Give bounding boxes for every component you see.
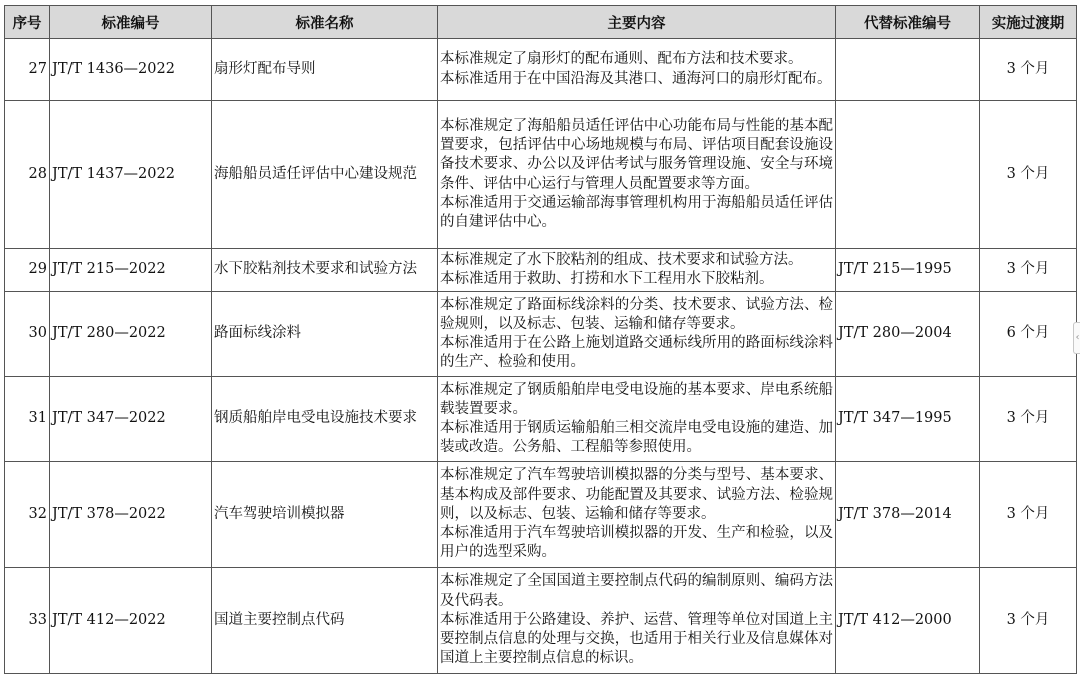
standard-code: JT/T 1437—2022 bbox=[50, 101, 212, 249]
row-number: 30 bbox=[5, 292, 50, 377]
row-number: 29 bbox=[5, 249, 50, 292]
standard-name: 海船船员适任评估中心建设规范 bbox=[212, 101, 438, 249]
row-number: 28 bbox=[5, 101, 50, 249]
table-row bbox=[5, 39, 1077, 101]
header-name: 标准名称 bbox=[212, 6, 438, 39]
content-paragraph: 本标准规定了水下胶粘剂的组成、技术要求和试验方法。 bbox=[440, 251, 803, 268]
standard-code: JT/T 347—2022 bbox=[50, 377, 212, 462]
standard-name: 路面标线涂料 bbox=[212, 292, 438, 377]
content-paragraph: 本标准适用于救助、打捞和水下工程用水下胶粘剂。 bbox=[440, 271, 774, 287]
table-row bbox=[5, 249, 1077, 292]
standard-code: JT/T 378—2022 bbox=[50, 462, 212, 568]
table-row bbox=[5, 377, 1077, 462]
standard-code: JT/T 215—2022 bbox=[50, 249, 212, 292]
header-no: 序号 bbox=[5, 6, 50, 39]
main-content bbox=[438, 249, 836, 292]
header-replaced: 代替标准编号 bbox=[836, 6, 980, 39]
table-row bbox=[5, 462, 1077, 568]
content-paragraph: 本标准适用于在公路上施划道路交通标线所用的路面标线涂料的生产、检验和使用。 bbox=[440, 335, 833, 371]
content-paragraph: 本标准规定了汽车驾驶培训模拟器的分类与型号、基本要求、基本构成及部件要求、功能配置及其要求、试验方法、检验规则，以及标志、包装、运输和储存等要求。 bbox=[440, 467, 833, 522]
table-row bbox=[5, 292, 1077, 377]
transition-period: 3 个月 bbox=[980, 377, 1077, 462]
main-content bbox=[438, 101, 836, 249]
replaced-standard-code bbox=[836, 101, 980, 249]
replaced-standard-code: JT/T 347—1995 bbox=[836, 377, 980, 462]
content-paragraph: 本标准规定了扇形灯的配布通则、配布方法和技术要求。 bbox=[440, 51, 803, 68]
header-code: 标准编号 bbox=[50, 6, 212, 39]
table-row bbox=[5, 101, 1077, 249]
replaced-standard-code: JT/T 378—2014 bbox=[836, 462, 980, 568]
transition-period: 6 个月 bbox=[980, 292, 1077, 377]
standard-name: 国道主要控制点代码 bbox=[212, 568, 438, 674]
main-content bbox=[438, 292, 836, 377]
content-paragraph: 本标准适用于汽车驾驶培训模拟器的开发、生产和检验，以及用户的选型采购。 bbox=[440, 525, 833, 561]
transition-period: 3 个月 bbox=[980, 39, 1077, 101]
content-paragraph: 本标准适用于在中国沿海及其港口、通海河口的扇形灯配布。 bbox=[440, 70, 832, 87]
replaced-standard-code: JT/T 412—2000 bbox=[836, 568, 980, 674]
main-content bbox=[438, 568, 836, 674]
main-content bbox=[438, 377, 836, 462]
transition-period: 3 个月 bbox=[980, 249, 1077, 292]
standard-code: JT/T 412—2022 bbox=[50, 568, 212, 674]
content-paragraph: 本标准规定了路面标线涂料的分类、技术要求、试验方法、检验规则，以及标志、包装、运输和储存等要求。 bbox=[440, 296, 833, 332]
header-row bbox=[5, 6, 1077, 39]
main-content bbox=[438, 39, 836, 101]
transition-period: 3 个月 bbox=[980, 568, 1077, 674]
content-paragraph: 本标准适用于钢质运输船舶三相交流岸电受电设施的建造、加装或改造。公务船、工程船等参照使用。 bbox=[440, 420, 833, 456]
standards-table bbox=[4, 5, 1077, 674]
content-paragraph: 本标准适用于公路建设、养护、运营、管理等单位对国道上主要控制点信息的处理与交换，也适用于相关行业及信息媒体对国道上主要控制点信息的标识。 bbox=[440, 611, 833, 667]
content-paragraph: 本标准规定了全国国道主要控制点代码的编制原则、编码方法及代码表。 bbox=[440, 573, 833, 609]
content-paragraph: 本标准适用于交通运输部海事管理机构用于海船船员适任评估的自建评估中心。 bbox=[440, 194, 833, 230]
content-paragraph: 本标准规定了海船船员适任评估中心功能布局与性能的基本配置要求，包括评估中心场地规模与布局、评估项目配套设施设备技术要求、办公以及评估考试与服务管理设施、安全与环境条件、评估中心运行与管理人员配置要求等方面。 bbox=[440, 117, 833, 192]
standard-name: 汽车驾驶培训模拟器 bbox=[212, 462, 438, 568]
replaced-standard-code: JT/T 280—2004 bbox=[836, 292, 980, 377]
replaced-standard-code: JT/T 215—1995 bbox=[836, 249, 980, 292]
main-content bbox=[438, 462, 836, 568]
row-number: 27 bbox=[5, 39, 50, 101]
header-content: 主要内容 bbox=[438, 6, 836, 39]
standard-name: 钢质船舶岸电受电设施技术要求 bbox=[212, 377, 438, 462]
header-transition: 实施过渡期 bbox=[980, 6, 1077, 39]
standard-code: JT/T 280—2022 bbox=[50, 292, 212, 377]
replaced-standard-code bbox=[836, 39, 980, 101]
transition-period: 3 个月 bbox=[980, 462, 1077, 568]
table-row bbox=[5, 568, 1077, 674]
content-paragraph: 本标准规定了钢质船舶岸电受电设施的基本要求、岸电系统船载装置要求。 bbox=[440, 381, 833, 417]
side-scroll-handle[interactable]: ‹ bbox=[1073, 322, 1080, 354]
row-number: 31 bbox=[5, 377, 50, 462]
standard-code: JT/T 1436—2022 bbox=[50, 39, 212, 101]
table-body bbox=[5, 39, 1077, 674]
transition-period: 3 个月 bbox=[980, 101, 1077, 249]
standard-name: 水下胶粘剂技术要求和试验方法 bbox=[212, 249, 438, 292]
row-number: 32 bbox=[5, 462, 50, 568]
row-number: 33 bbox=[5, 568, 50, 674]
standard-name: 扇形灯配布导则 bbox=[212, 39, 438, 101]
